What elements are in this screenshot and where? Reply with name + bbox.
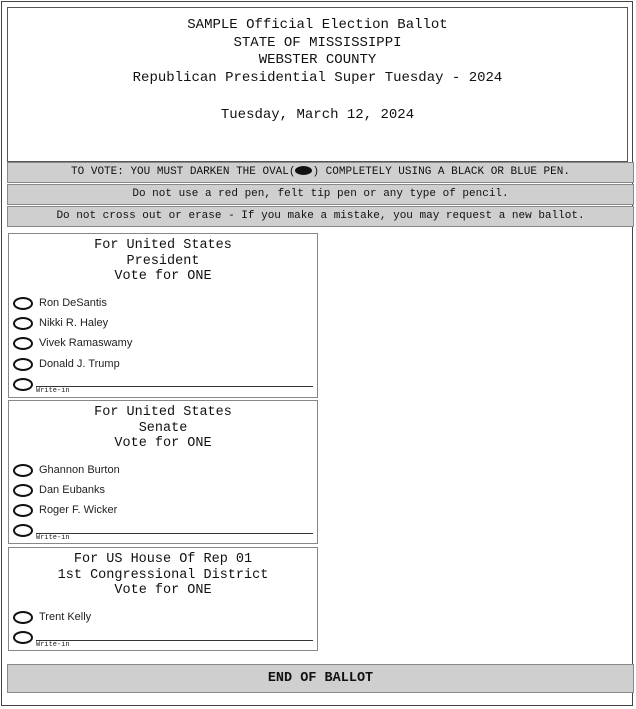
contest-title: For United States President Vote for ONE [94, 238, 232, 284]
candidate-option[interactable] [13, 295, 107, 311]
write-in-option[interactable] [13, 376, 33, 392]
candidate-name: Vivek Ramaswamy [39, 337, 133, 349]
contest-president [8, 233, 318, 398]
vote-oval[interactable] [13, 631, 33, 644]
vote-oval[interactable] [13, 337, 33, 350]
candidate-name: Nikki R. Haley [39, 317, 109, 329]
vote-oval[interactable] [13, 611, 33, 624]
ballot-page [1, 1, 633, 706]
end-of-ballot: END OF BALLOT [7, 664, 634, 693]
ballot-title: SAMPLE Official Election Ballot [187, 17, 448, 33]
write-in-label: Write-in [36, 534, 70, 542]
write-in-label: Write-in [36, 641, 70, 649]
write-in-label: Write-in [36, 387, 70, 395]
ballot-header [7, 7, 628, 162]
contest-senate [8, 400, 318, 544]
vote-oval[interactable] [13, 378, 33, 391]
election-name: Republican Presidential Super Tuesday - 2024 [132, 69, 503, 86]
state-name: STATE OF MISSISSIPPI [233, 34, 402, 51]
vote-oval[interactable] [13, 484, 33, 497]
contest-title: For US House Of Rep 01 1st Congressional District Vote for ONE [57, 552, 269, 598]
contest-house-rep [8, 547, 318, 651]
filled-oval-icon [295, 166, 312, 175]
election-date: Tuesday, March 12, 2024 [220, 107, 415, 123]
candidate-name: Trent Kelly [39, 611, 92, 623]
instruction-line-1: TO VOTE: YOU MUST DARKEN THE OVAL( ) COMPLETELY USING A BLACK OR BLUE PEN. [7, 162, 634, 183]
candidate-option[interactable] [13, 356, 120, 372]
write-in-line[interactable] [36, 640, 313, 641]
candidate-option[interactable] [13, 462, 120, 478]
vote-oval[interactable] [13, 358, 33, 371]
candidate-option[interactable] [13, 315, 108, 331]
vote-oval[interactable] [13, 297, 33, 310]
write-in-line[interactable] [36, 386, 313, 387]
instruction-line-2: Do not use a red pen, felt tip pen or any type of pencil. [7, 184, 634, 205]
instruction-line-3: Do not cross out or erase - If you make a mistake, you may request a new ballot. [7, 206, 634, 227]
vote-oval[interactable] [13, 524, 33, 537]
candidate-option[interactable] [13, 609, 91, 625]
candidate-option[interactable] [13, 335, 132, 351]
write-in-option[interactable] [13, 522, 33, 538]
candidate-option[interactable] [13, 502, 117, 518]
write-in-option[interactable] [13, 629, 33, 645]
vote-oval[interactable] [13, 464, 33, 477]
candidate-name: Roger F. Wicker [39, 504, 118, 516]
candidate-option[interactable] [13, 482, 105, 498]
vote-oval[interactable] [13, 504, 33, 517]
vote-oval[interactable] [13, 317, 33, 330]
candidate-name: Dan Eubanks [39, 484, 106, 496]
candidate-name: Ghannon Burton [39, 464, 120, 476]
county-name: WEBSTER COUNTY [258, 52, 377, 68]
contest-title: For United States Senate Vote for ONE [94, 405, 232, 451]
write-in-line[interactable] [36, 533, 313, 534]
candidate-name: Ron DeSantis [39, 297, 107, 309]
candidate-name: Donald J. Trump [39, 358, 120, 370]
